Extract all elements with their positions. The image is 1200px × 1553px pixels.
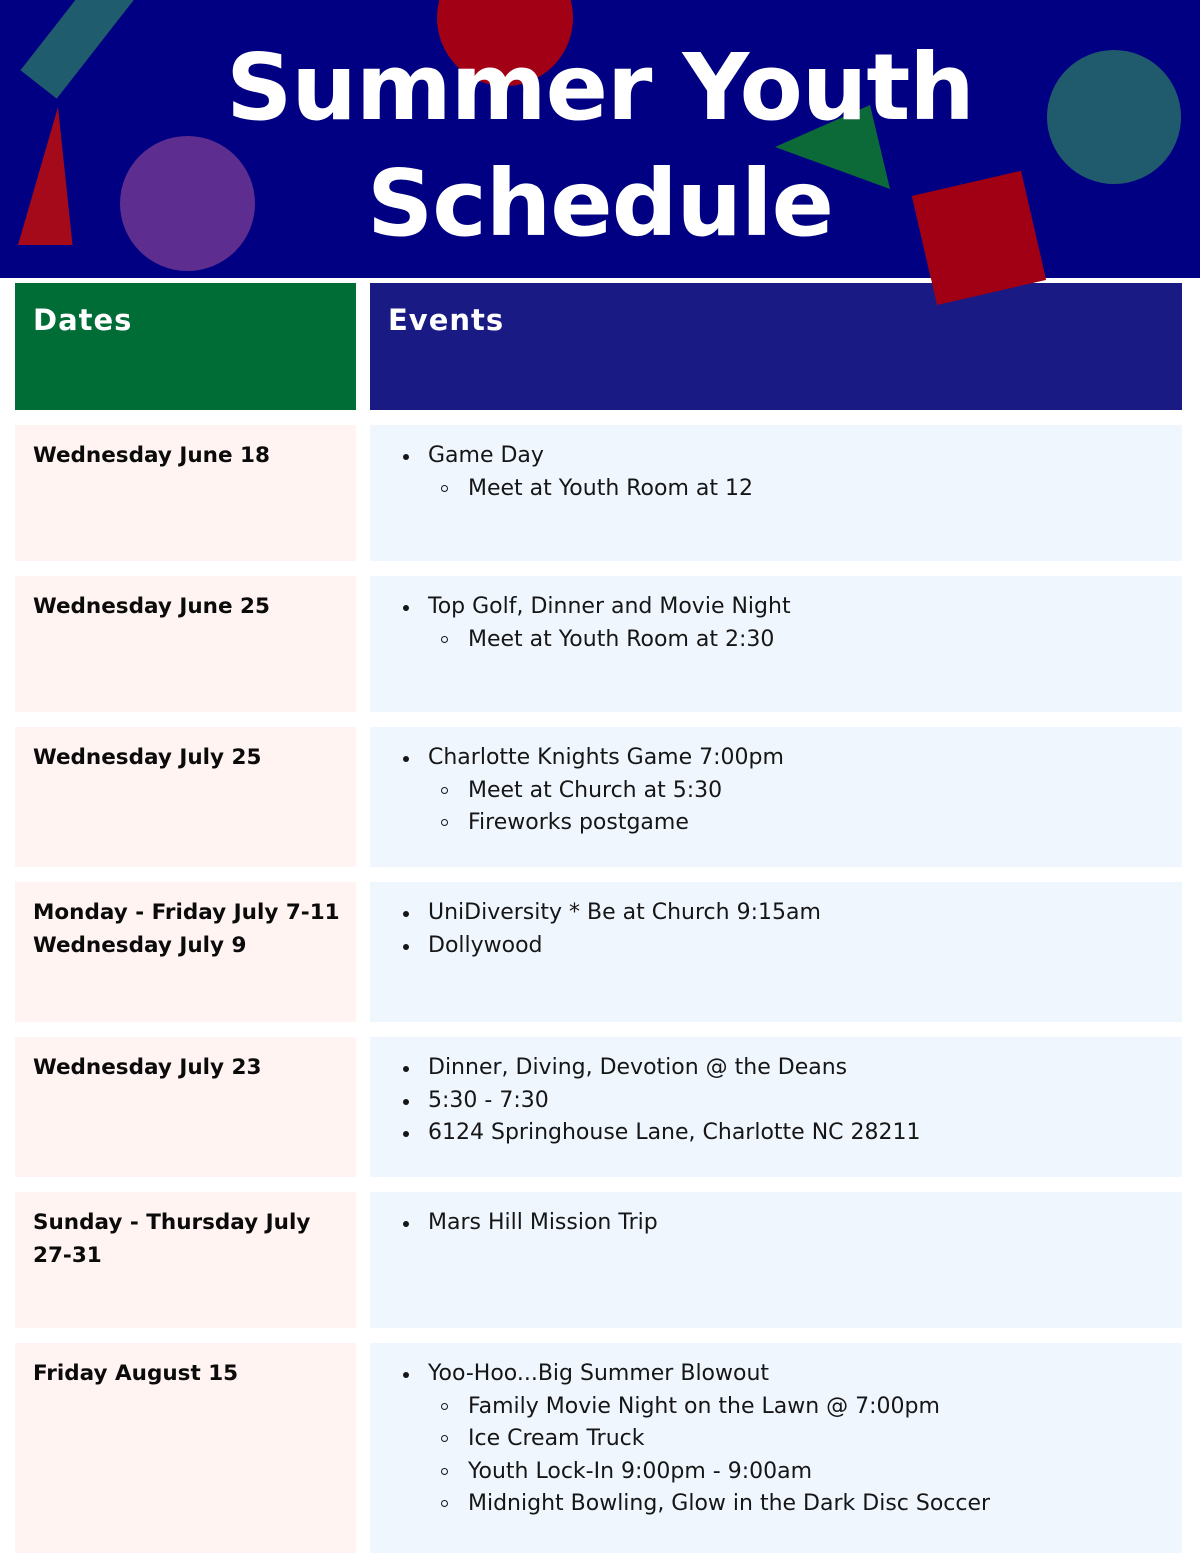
event-text: 6124 Springhouse Lane, Charlotte NC 28211: [428, 1120, 921, 1145]
event-list: [370, 591, 1172, 656]
title-line-2: Schedule: [367, 150, 833, 257]
event-sub-item: Meet at Youth Room at 2:30: [428, 624, 1172, 657]
event-sub-item: Midnight Bowling, Glow in the Dark Disc Soccer: [428, 1488, 1172, 1521]
event-item: [370, 1117, 1172, 1150]
event-list: [370, 897, 1172, 962]
events-cell: [370, 1037, 1182, 1177]
date-text: Wednesday June 18: [33, 443, 270, 468]
event-list: [370, 1207, 1172, 1240]
date-cell: [15, 882, 356, 1022]
event-item: [370, 1085, 1172, 1118]
event-text: 5:30 - 7:30: [428, 1087, 549, 1113]
event-item: [370, 930, 1172, 963]
date-text: Friday August 15: [33, 1361, 239, 1386]
events-cell: [370, 727, 1182, 867]
event-item: [370, 1207, 1172, 1240]
event-item: [370, 591, 1172, 656]
event-list: [370, 1358, 1172, 1521]
event-sub-list: [428, 775, 1172, 840]
events-cell: [370, 425, 1182, 561]
event-text: Top Golf, Dinner and Movie Night: [428, 594, 791, 619]
date-text: Wednesday July 25: [33, 745, 262, 770]
date-text: Wednesday July 23: [33, 1055, 262, 1080]
schedule-row: [0, 425, 1200, 561]
event-list: [370, 440, 1172, 505]
event-sub-item: Youth Lock-In 9:00pm - 9:00am: [428, 1456, 1172, 1489]
event-sub-item: Meet at Church at 5:30: [428, 775, 1172, 808]
event-text: UniDiversity * Be at Church 9:15am: [428, 900, 821, 925]
title-line-1: Summer Youth: [226, 34, 974, 141]
schedule-row: [0, 727, 1200, 867]
event-sub-list: [428, 624, 1172, 657]
date-cell: [15, 727, 356, 867]
date-cell: [15, 576, 356, 712]
event-text: Dollywood: [428, 932, 543, 958]
schedule-row: [0, 882, 1200, 1022]
events-column-header: Events: [370, 283, 1182, 410]
events-cell: [370, 1192, 1182, 1328]
event-sub-list: [428, 473, 1172, 506]
event-text: Yoo-Hoo...Big Summer Blowout: [428, 1361, 770, 1386]
date-cell: [15, 1343, 356, 1553]
schedule-row: [0, 1037, 1200, 1177]
date-text: Monday - Friday July 7-11: [33, 900, 340, 925]
date-text: Wednesday June 25: [33, 594, 270, 619]
schedule-row: [0, 1343, 1200, 1553]
event-sub-item: Fireworks postgame: [428, 807, 1172, 840]
event-item: [370, 1358, 1172, 1521]
dates-column-header: Dates: [15, 283, 356, 410]
events-cell: [370, 1343, 1182, 1553]
event-text: Game Day: [428, 443, 544, 468]
event-text: Dinner, Diving, Devotion @ the Deans: [428, 1055, 848, 1080]
events-cell: [370, 576, 1182, 712]
event-sub-item: Ice Cream Truck: [428, 1423, 1172, 1456]
event-list: [370, 742, 1172, 840]
events-cell: [370, 882, 1182, 1022]
event-sub-item: Meet at Youth Room at 12: [428, 473, 1172, 506]
event-list: [370, 1052, 1172, 1150]
date-text: Sunday - Thursday July: [33, 1210, 311, 1235]
event-text: Charlotte Knights Game 7:00pm: [428, 745, 784, 770]
event-text: Mars Hill Mission Trip: [428, 1210, 658, 1235]
date-cell: [15, 1192, 356, 1328]
schedule-row: [0, 1192, 1200, 1328]
date-text: 27-31: [33, 1242, 102, 1268]
event-item: [370, 897, 1172, 930]
event-item: [370, 742, 1172, 840]
event-item: [370, 440, 1172, 505]
date-cell: [15, 1037, 356, 1177]
event-item: [370, 1052, 1172, 1085]
date-cell: [15, 425, 356, 561]
schedule-row: [0, 576, 1200, 712]
event-sub-list: [428, 1391, 1172, 1521]
date-text: Wednesday July 9: [33, 932, 247, 958]
event-sub-item: Family Movie Night on the Lawn @ 7:00pm: [428, 1391, 1172, 1424]
